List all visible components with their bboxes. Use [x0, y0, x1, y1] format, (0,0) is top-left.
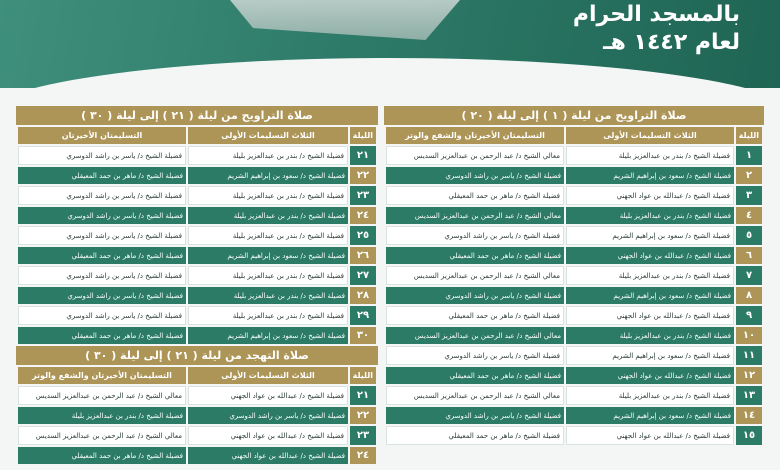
- night-number: ٣: [736, 186, 762, 205]
- night-number: ٢٤: [350, 447, 376, 464]
- last-imam: فضيلة الشيخ د/ ياسر بن راشد الدوسري: [18, 306, 186, 325]
- table-row: [386, 226, 762, 245]
- last-imam: فضيلة الشيخ د/ ماهر بن حمد المعيقلي: [386, 426, 564, 445]
- first-imam: فضيلة الشيخ د/ بندر بن عبدالعزيز بليلة: [188, 186, 348, 205]
- col-night-header: الليلة: [350, 367, 376, 384]
- first-imam: فضيلة الشيخ د/ عبدالله بن عواد الجهني: [566, 367, 734, 384]
- night-number: ٢٣: [350, 426, 376, 445]
- col-last-header: التسليمتان الأخيرتان: [18, 127, 186, 144]
- last-imam: معالي الشيخ د/ عبد الرحمن بن عبدالعزيز السديس: [386, 327, 564, 344]
- table-row: [386, 266, 762, 285]
- last-imam: معالي الشيخ د/ عبد الرحمن بن عبدالعزيز السديس: [386, 266, 564, 285]
- table-row: [18, 327, 376, 344]
- first-imam: فضيلة الشيخ د/ بندر بن عبدالعزيز بليلة: [566, 327, 734, 344]
- panel-title: صلاة التهجد من ليلة ( ٢١ ) إلى ليلة ( ٣٠ ): [16, 346, 378, 365]
- night-number: ١١: [736, 346, 762, 365]
- table-row: [18, 186, 376, 205]
- last-imam: فضيلة الشيخ د/ ياسر بن راشد الدوسري: [18, 186, 186, 205]
- panel-title: صلاة التراويح من ليلة ( ١ ) إلى ليلة ( ٢٠ ): [384, 106, 764, 125]
- last-imam: فضيلة الشيخ د/ ياسر بن راشد الدوسري: [18, 287, 186, 304]
- first-imam: فضيلة الشيخ د/ بندر بن عبدالعزيز بليلة: [188, 146, 348, 165]
- header-photo: [230, 0, 460, 40]
- first-imam: فضيلة الشيخ د/ بندر بن عبدالعزيز بليلة: [188, 226, 348, 245]
- schedule-table: [384, 125, 764, 447]
- col-last-header: التسليمتان الأخيرتان والشفع والوتر: [386, 127, 564, 144]
- table-row: [386, 386, 762, 405]
- last-imam: فضيلة الشيخ د/ ياسر بن راشد الدوسري: [386, 407, 564, 424]
- first-imam: فضيلة الشيخ د/ عبدالله بن عواد الجهني: [188, 447, 348, 464]
- table-row: [18, 146, 376, 165]
- night-number: ٢٨: [350, 287, 376, 304]
- first-imam: فضيلة الشيخ د/ بندر بن عبدالعزيز بليلة: [188, 306, 348, 325]
- last-imam: فضيلة الشيخ د/ ياسر بن راشد الدوسري: [18, 226, 186, 245]
- col-night-header: الليلة: [736, 127, 762, 144]
- first-imam: فضيلة الشيخ د/ سعود بن إبراهيم الشريم: [188, 167, 348, 184]
- night-number: ١٥: [736, 426, 762, 445]
- table-row: [386, 306, 762, 325]
- night-number: ٤: [736, 207, 762, 224]
- table-row: [386, 207, 762, 224]
- schedule-table: [16, 365, 378, 466]
- tahajjud-21-30-panel: [16, 346, 378, 466]
- night-number: ٦: [736, 247, 762, 264]
- night-number: ١٠: [736, 327, 762, 344]
- last-imam: معالي الشيخ د/ عبد الرحمن بن عبدالعزيز السديس: [18, 386, 186, 405]
- table-row: [386, 407, 762, 424]
- first-imam: فضيلة الشيخ د/ سعود بن إبراهيم الشريم: [566, 346, 734, 365]
- first-imam: فضيلة الشيخ د/ بندر بن عبدالعزيز بليلة: [566, 146, 734, 165]
- taraweeh-21-30-panel: [16, 106, 378, 346]
- last-imam: فضيلة الشيخ د/ ماهر بن حمد المعيقلي: [18, 327, 186, 344]
- night-number: ٢: [736, 167, 762, 184]
- table-row: [18, 226, 376, 245]
- night-number: ٢١: [350, 386, 376, 405]
- first-imam: فضيلة الشيخ د/ عبدالله بن عواد الجهني: [566, 186, 734, 205]
- col-last-header: التسليمتان الأخيرتان والشفع والوتر: [18, 367, 186, 384]
- table-row: [386, 327, 762, 344]
- col-first-header: الثلاث التسليمات الأولى: [188, 367, 348, 384]
- last-imam: فضيلة الشيخ د/ ياسر بن راشد الدوسري: [386, 226, 564, 245]
- first-imam: فضيلة الشيخ د/ سعود بن إبراهيم الشريم: [566, 407, 734, 424]
- night-number: ١٢: [736, 367, 762, 384]
- table-row: [18, 247, 376, 264]
- first-imam: فضيلة الشيخ د/ بندر بن عبدالعزيز بليلة: [566, 207, 734, 224]
- night-number: ٢٩: [350, 306, 376, 325]
- table-row: [18, 287, 376, 304]
- header-title-line2: لعام ١٤٤٢ هـ: [603, 30, 740, 55]
- night-number: ٧: [736, 266, 762, 285]
- last-imam: فضيلة الشيخ د/ ماهر بن حمد المعيقلي: [386, 247, 564, 264]
- last-imam: فضيلة الشيخ د/ بندر بن عبدالعزيز بليلة: [18, 407, 186, 424]
- header-title-line1: بالمسجد الحرام: [572, 2, 740, 27]
- first-imam: فضيلة الشيخ د/ ياسر بن راشد الدوسري: [188, 407, 348, 424]
- last-imam: معالي الشيخ د/ عبد الرحمن بن عبدالعزيز السديس: [18, 426, 186, 445]
- table-row: [18, 447, 376, 464]
- night-number: ٢٥: [350, 226, 376, 245]
- table-row: [18, 207, 376, 224]
- first-imam: فضيلة الشيخ د/ عبدالله بن عواد الجهني: [566, 306, 734, 325]
- night-number: ٢٦: [350, 247, 376, 264]
- last-imam: فضيلة الشيخ د/ ياسر بن راشد الدوسري: [18, 207, 186, 224]
- table-row: [18, 386, 376, 405]
- last-imam: فضيلة الشيخ د/ ماهر بن حمد المعيقلي: [18, 247, 186, 264]
- first-imam: فضيلة الشيخ د/ بندر بن عبدالعزيز بليلة: [566, 386, 734, 405]
- last-imam: فضيلة الشيخ د/ ياسر بن راشد الدوسري: [386, 287, 564, 304]
- col-night-header: الليلة: [350, 127, 376, 144]
- table-row: [386, 426, 762, 445]
- first-imam: فضيلة الشيخ د/ عبدالله بن عواد الجهني: [188, 426, 348, 445]
- header-wave: [0, 58, 780, 88]
- last-imam: فضيلة الشيخ د/ ياسر بن راشد الدوسري: [386, 167, 564, 184]
- first-imam: فضيلة الشيخ د/ سعود بن إبراهيم الشريم: [566, 287, 734, 304]
- last-imam: فضيلة الشيخ د/ ماهر بن حمد المعيقلي: [386, 306, 564, 325]
- first-imam: فضيلة الشيخ د/ بندر بن عبدالعزيز بليلة: [188, 266, 348, 285]
- night-number: ١٣: [736, 386, 762, 405]
- table-row: [386, 167, 762, 184]
- last-imam: معالي الشيخ د/ عبد الرحمن بن عبدالعزيز السديس: [386, 146, 564, 165]
- last-imam: فضيلة الشيخ د/ ماهر بن حمد المعيقلي: [386, 186, 564, 205]
- night-number: ٢٤: [350, 207, 376, 224]
- table-row: [18, 167, 376, 184]
- table-row: [386, 186, 762, 205]
- last-imam: فضيلة الشيخ د/ ماهر بن حمد المعيقلي: [386, 367, 564, 384]
- night-number: ٢٢: [350, 167, 376, 184]
- header-banner: [0, 0, 780, 88]
- last-imam: معالي الشيخ د/ عبد الرحمن بن عبدالعزيز السديس: [386, 207, 564, 224]
- table-row: [386, 367, 762, 384]
- col-first-header: الثلاث التسليمات الأولى: [566, 127, 734, 144]
- first-imam: فضيلة الشيخ د/ عبدالله بن عواد الجهني: [188, 386, 348, 405]
- night-number: ٢٧: [350, 266, 376, 285]
- table-row: [18, 407, 376, 424]
- night-number: ٩: [736, 306, 762, 325]
- col-first-header: الثلاث التسليمات الأولى: [188, 127, 348, 144]
- night-number: ٥: [736, 226, 762, 245]
- table-row: [386, 247, 762, 264]
- first-imam: فضيلة الشيخ د/ بندر بن عبدالعزيز بليلة: [188, 287, 348, 304]
- first-imam: فضيلة الشيخ د/ عبدالله بن عواد الجهني: [566, 247, 734, 264]
- last-imam: فضيلة الشيخ د/ ماهر بن حمد المعيقلي: [18, 167, 186, 184]
- table-row: [18, 426, 376, 445]
- last-imam: فضيلة الشيخ د/ ماهر بن حمد المعيقلي: [18, 447, 186, 464]
- night-number: ١٤: [736, 407, 762, 424]
- first-imam: فضيلة الشيخ د/ سعود بن إبراهيم الشريم: [188, 247, 348, 264]
- table-row: [18, 266, 376, 285]
- last-imam: فضيلة الشيخ د/ ياسر بن راشد الدوسري: [18, 266, 186, 285]
- last-imam: معالي الشيخ د/ عبد الرحمن بن عبدالعزيز السديس: [386, 386, 564, 405]
- table-row: [386, 287, 762, 304]
- first-imam: فضيلة الشيخ د/ بندر بن عبدالعزيز بليلة: [566, 266, 734, 285]
- table-row: [386, 346, 762, 365]
- first-imam: فضيلة الشيخ د/ عبدالله بن عواد الجهني: [566, 426, 734, 445]
- first-imam: فضيلة الشيخ د/ سعود بن إبراهيم الشريم: [566, 167, 734, 184]
- table-row: [18, 306, 376, 325]
- night-number: ٣٠: [350, 327, 376, 344]
- panel-title: صلاة التراويح من ليلة ( ٢١ ) إلى ليلة ( ٣٠ ): [16, 106, 378, 125]
- night-number: ١: [736, 146, 762, 165]
- last-imam: فضيلة الشيخ د/ ياسر بن راشد الدوسري: [18, 146, 186, 165]
- first-imam: فضيلة الشيخ د/ سعود بن إبراهيم الشريم: [566, 226, 734, 245]
- night-number: ٢٣: [350, 186, 376, 205]
- night-number: ٢٢: [350, 407, 376, 424]
- last-imam: فضيلة الشيخ د/ ياسر بن راشد الدوسري: [386, 346, 564, 365]
- first-imam: فضيلة الشيخ د/ سعود بن إبراهيم الشريم: [188, 327, 348, 344]
- night-number: ٨: [736, 287, 762, 304]
- night-number: ٢١: [350, 146, 376, 165]
- schedule-table: [16, 125, 378, 346]
- table-row: [386, 146, 762, 165]
- first-imam: فضيلة الشيخ د/ بندر بن عبدالعزيز بليلة: [188, 207, 348, 224]
- taraweeh-1-20-panel: [384, 106, 764, 447]
